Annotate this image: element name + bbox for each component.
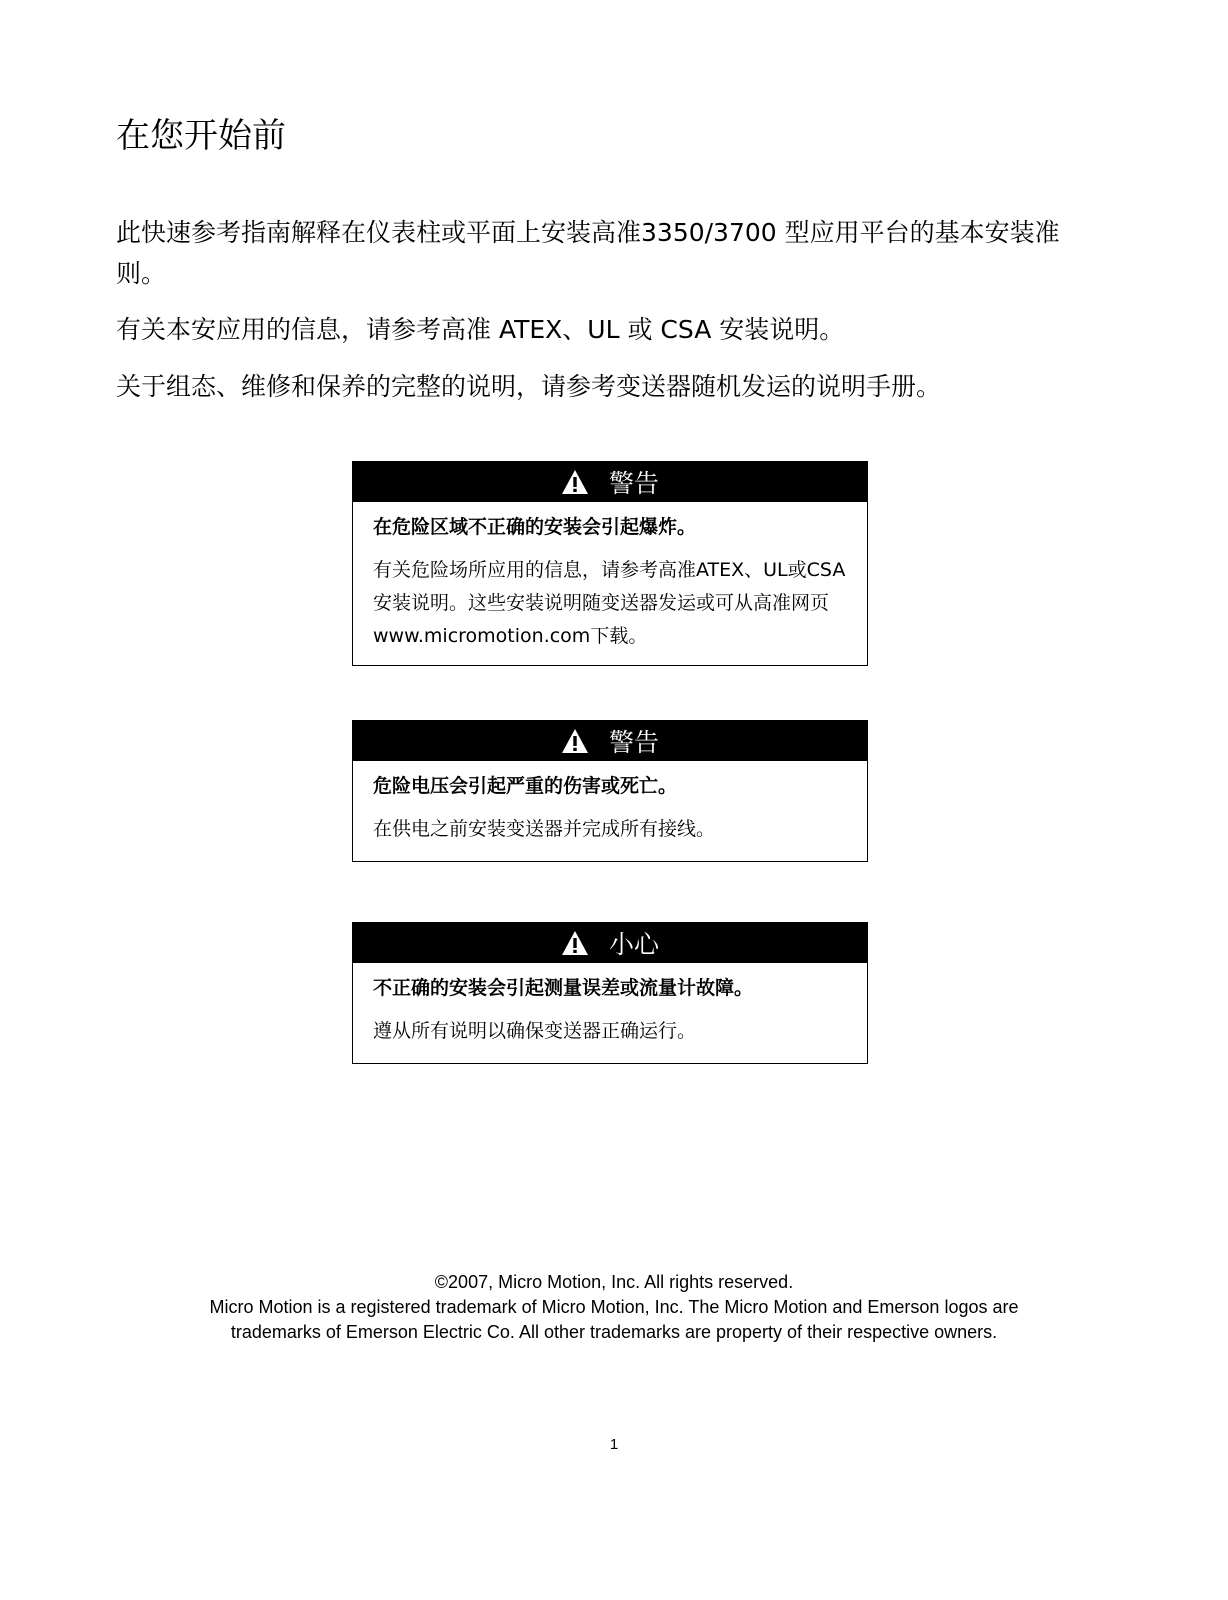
warning-triangle-icon: [561, 930, 589, 956]
warning-label: 警告: [608, 728, 659, 757]
trademark-line-2: trademarks of Emerson Electric Co. All other trademarks are property of their respective owners.: [230, 1322, 998, 1342]
intro-paragraph-2: 有关本安应用的信息，请参考高准 ATEX、UL 或 CSA 安装说明。: [116, 315, 845, 344]
warning-label: 警告: [608, 469, 659, 498]
warning-triangle-icon: [561, 469, 589, 495]
warning-detail-text: 有关危险场所应用的信息，请参考高准ATEX、UL或CSA安装说明。这些安装说明随变送器发运或可从高准网页 www.micromotion.com下载。: [373, 559, 846, 647]
page-number: 1: [609, 1436, 619, 1453]
caution-box: [352, 922, 868, 1064]
copyright-footer: [0, 1270, 1228, 1345]
page-title: 在您开始前: [116, 116, 286, 156]
warning-main-text: 危险电压会引起严重的伤害或死亡。: [373, 775, 678, 797]
warning-box-voltage: [352, 720, 868, 862]
warning-triangle-icon: [561, 728, 589, 754]
copyright-line: ©2007, Micro Motion, Inc. All rights reserved.: [434, 1272, 794, 1292]
caution-label: 小心: [608, 930, 659, 959]
warning-header: [353, 721, 867, 761]
intro-paragraph-3: 关于组态、维修和保养的完整的说明，请参考变送器随机发运的说明手册。: [116, 372, 942, 401]
trademark-line-1: Micro Motion is a registered trademark of Micro Motion, Inc. The Micro Motion and Emerson logos are: [209, 1297, 1019, 1317]
caution-main-text: 不正确的安装会引起测量误差或流量计故障。: [373, 977, 754, 999]
warning-box-explosion: [352, 461, 868, 666]
warning-main-text: 在危险区域不正确的安装会引起爆炸。: [373, 516, 697, 538]
caution-header: [353, 923, 867, 963]
warning-header: [353, 462, 867, 502]
intro-paragraph-1: 此快速参考指南解释在仪表柱或平面上安装高准3350/3700 型应用平台的基本安装准则。: [116, 218, 1060, 288]
caution-detail-text: 遵从所有说明以确保变送器正确运行。: [373, 1020, 697, 1042]
warning-detail-text: 在供电之前安装变送器并完成所有接线。: [373, 818, 716, 840]
